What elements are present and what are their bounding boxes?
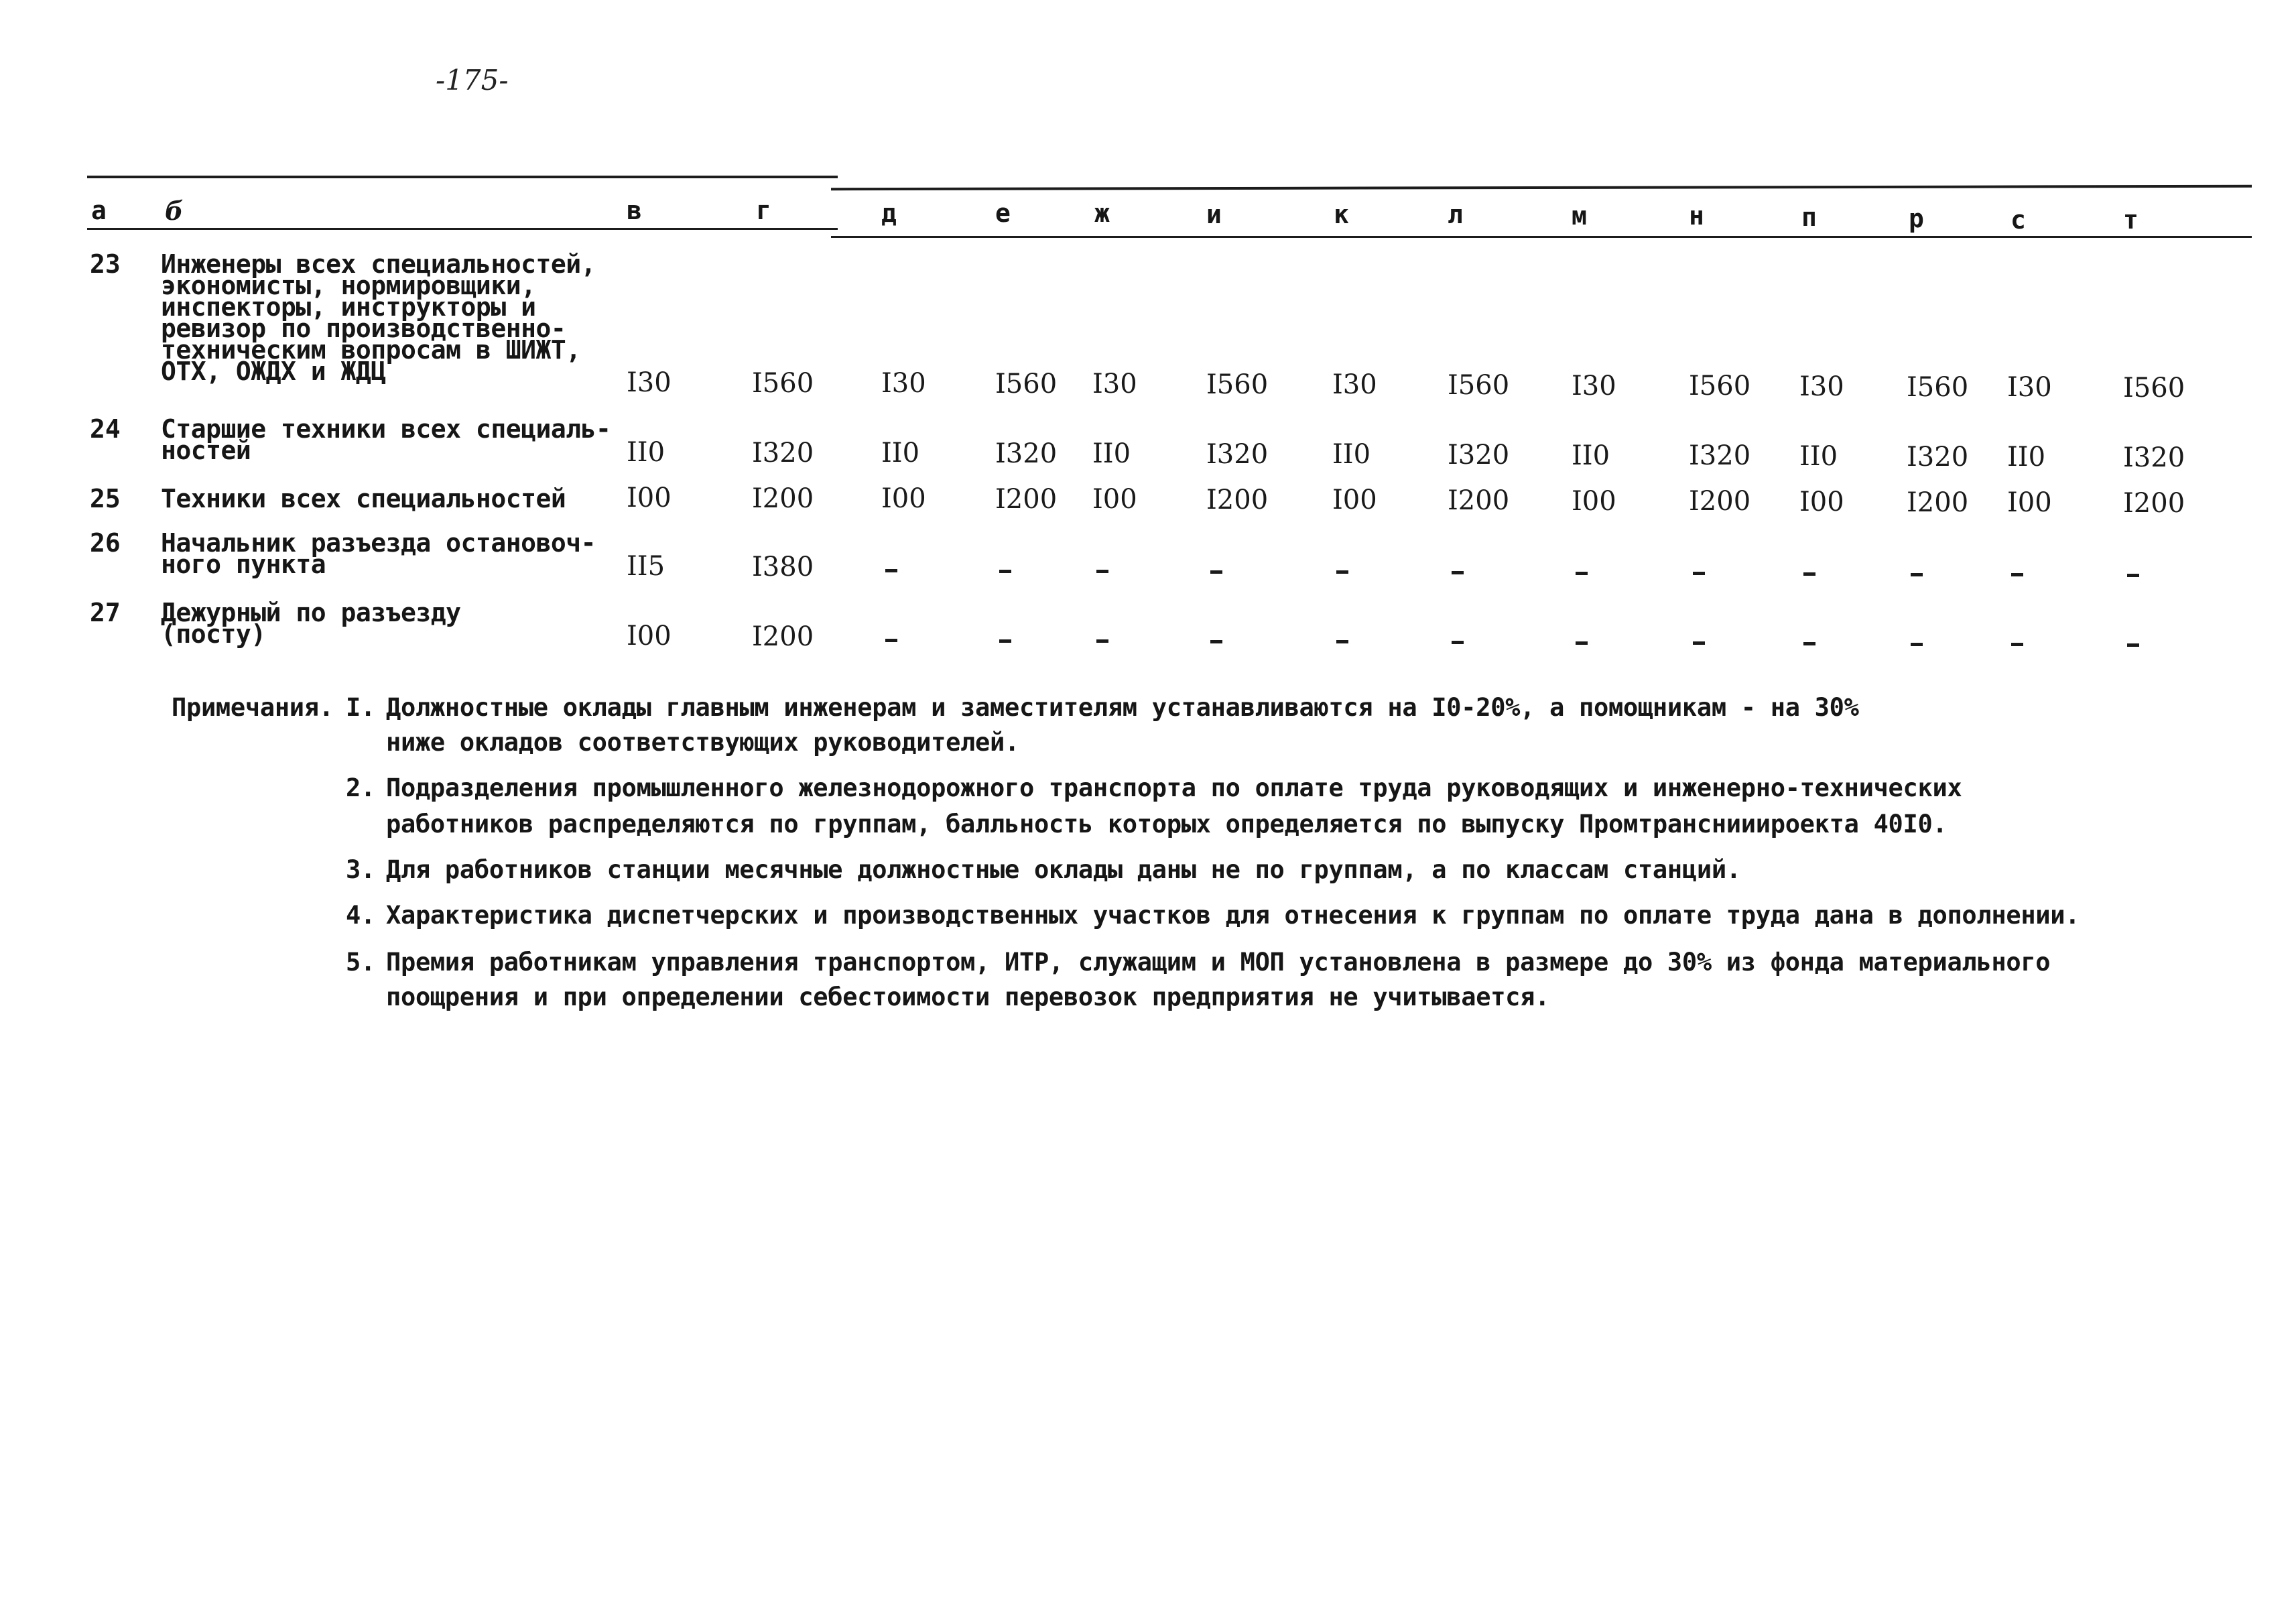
table-cell: II0: [1332, 439, 1371, 470]
table-cell: I00: [1332, 485, 1377, 515]
col-header-n: н: [1689, 201, 1704, 231]
row-number: 26: [90, 528, 121, 558]
table-cell: I00: [627, 483, 672, 513]
header-bottom-rule: [87, 228, 838, 230]
table-cell-dash: [1803, 572, 1815, 576]
note-text-continued: ниже окладов соответствующих руководителей.: [386, 728, 1019, 757]
note-number: 3.: [346, 855, 375, 884]
table-cell: I560: [752, 368, 814, 399]
table-cell-dash: [1576, 572, 1588, 575]
table-cell: I200: [1689, 486, 1751, 517]
table-cell: I30: [2007, 372, 2052, 403]
col-header-d: д: [881, 198, 897, 228]
table-cell: II0: [2007, 442, 2046, 473]
table-cell: I00: [1572, 486, 1616, 517]
table-cell: I320: [752, 438, 814, 469]
table-cell: I200: [1206, 485, 1269, 515]
table-cell-dash: [885, 569, 897, 572]
table-cell: I00: [1799, 487, 1844, 517]
col-header-i: и: [1206, 200, 1222, 229]
table-cell: II0: [1092, 438, 1131, 469]
table-cell-dash: [1911, 573, 1923, 576]
col-header-b: б: [165, 196, 184, 226]
table-cell-dash: [1210, 570, 1222, 574]
table-cell: I30: [1572, 371, 1616, 401]
table-cell: I560: [995, 369, 1058, 399]
table-cell: I320: [1206, 439, 1269, 470]
table-cell: I00: [627, 621, 672, 651]
table-cell-dash: [1096, 570, 1108, 573]
table-cell-dash: [1452, 571, 1464, 574]
table-cell-dash: [1336, 570, 1348, 574]
table-cell: I560: [2123, 373, 2185, 403]
note-text: Характеристика диспетчерских и производственных участков для отнесения к группам по оплате труда дана в дополнении.: [386, 901, 2080, 930]
col-header-a: а: [91, 196, 107, 225]
table-cell: I30: [1332, 369, 1377, 400]
note-text-continued: работников распределяются по группам, балльность которых определяется по выпуску Промтранснииироекта 40I0.: [386, 810, 1948, 838]
table-cell: I320: [995, 438, 1058, 469]
row-label: Техники всех специальностей: [161, 484, 566, 513]
table-cell: II0: [627, 437, 665, 468]
table-cell: I200: [1448, 485, 1510, 516]
table-cell-dash: [2127, 574, 2139, 577]
table-cell-dash: [2127, 643, 2139, 647]
table-cell: II5: [627, 551, 665, 582]
row-number: 24: [90, 414, 121, 444]
col-header-p: п: [1801, 202, 1817, 232]
table-cell-dash: [1803, 642, 1815, 645]
note-number: I.: [346, 693, 375, 722]
table-cell: I00: [1092, 484, 1137, 515]
col-header-k: к: [1334, 200, 1349, 229]
row-number: 25: [90, 484, 121, 513]
table-top-rule-right: [831, 185, 2252, 190]
col-header-t: т: [2123, 205, 2139, 235]
col-header-r: р: [1909, 204, 1924, 233]
table-cell: I30: [1799, 371, 1844, 402]
col-header-v: в: [627, 196, 642, 225]
note-text: Премия работникам управления транспортом, ИТР, служащим и МОП установлена в размере до 30% из фонда материального: [386, 948, 2051, 977]
table-cell: I00: [2007, 487, 2052, 518]
table-cell: I320: [2123, 442, 2185, 473]
table-cell: I560: [1689, 371, 1751, 401]
table-cell-dash: [1576, 641, 1588, 645]
table-cell-dash: [1452, 641, 1464, 644]
row-number: 27: [90, 598, 121, 627]
table-cell: I30: [627, 367, 672, 398]
col-header-s: с: [2011, 205, 2026, 235]
table-cell: II0: [1799, 441, 1838, 472]
table-cell-dash: [999, 639, 1011, 643]
notes-heading: Примечания.: [172, 693, 334, 722]
col-header-m: м: [1572, 201, 1587, 231]
table-cell: I200: [752, 621, 814, 652]
col-header-g: г: [756, 196, 771, 225]
row-label: Инженеры всех специальностей, экономисты, нормировщики, инспекторы, инструкторы и ревизор по производственно- техническим вопросам в ШИЖТ, ОТХ, ОЖДХ и ЖДЦ: [161, 249, 596, 386]
row-label: Старшие техники всех специаль- ностей: [161, 414, 611, 465]
table-cell-dash: [1336, 640, 1348, 643]
table-cell: I30: [1092, 369, 1137, 399]
table-cell: I560: [1448, 370, 1510, 401]
table-cell: I560: [1907, 372, 1969, 403]
note-text-continued: поощрения и при определении себестоимости перевозок предприятия не учитывается.: [386, 983, 1550, 1011]
col-header-l: л: [1448, 200, 1463, 229]
table-cell: II0: [1572, 440, 1610, 471]
note-text: Для работников станции месячные должностные оклады даны не по группам, а по классам станций.: [386, 855, 1741, 884]
table-cell: I200: [2123, 488, 2185, 519]
table-cell-dash: [885, 639, 897, 642]
table-cell-dash: [2011, 573, 2023, 576]
table-cell: I320: [1907, 442, 1969, 473]
table-cell: I560: [1206, 369, 1269, 400]
table-top-rule: [87, 176, 838, 178]
table-cell: I320: [1448, 440, 1510, 471]
note-text: Должностные оклады главным инженерам и заместителям устанавливаются на I0-20%, а помощникам - на 30%: [386, 693, 1859, 722]
table-cell: I200: [995, 484, 1058, 515]
table-cell-dash: [999, 570, 1011, 573]
note-number: 2.: [346, 773, 375, 802]
row-label: Дежурный по разъезду (посту): [161, 598, 461, 649]
table-cell: I200: [752, 483, 814, 514]
col-header-e: е: [995, 198, 1011, 228]
row-label: Начальник разъезда остановоч- ного пункта: [161, 528, 596, 579]
table-cell-dash: [2011, 643, 2023, 646]
table-cell: I200: [1907, 487, 1969, 518]
note-text: Подразделения промышленного железнодорожного транспорта по оплате труда руководящих и инженерно-технических: [386, 773, 1962, 802]
table-cell-dash: [1693, 641, 1705, 645]
col-header-zh: ж: [1094, 198, 1110, 228]
table-cell: I00: [881, 483, 926, 514]
header-bottom-rule-right: [831, 236, 2252, 238]
page-number: -175-: [436, 64, 509, 97]
note-number: 5.: [346, 948, 375, 977]
table-cell: II0: [881, 438, 920, 469]
row-number: 23: [90, 249, 121, 279]
table-cell-dash: [1911, 643, 1923, 646]
table-cell: I30: [881, 368, 926, 399]
table-cell-dash: [1096, 639, 1108, 643]
table-cell: I320: [1689, 440, 1751, 471]
table-cell-dash: [1210, 640, 1222, 643]
table-cell-dash: [1693, 572, 1705, 575]
table-cell: I380: [752, 552, 814, 582]
note-number: 4.: [346, 901, 375, 930]
